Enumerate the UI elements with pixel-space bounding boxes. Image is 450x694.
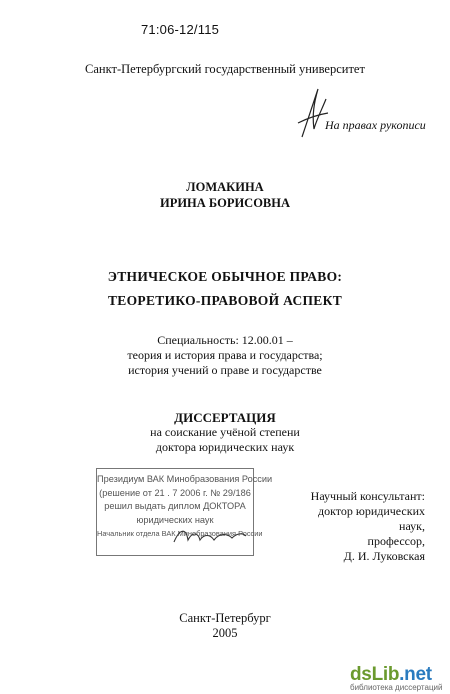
- site-watermark[interactable]: [350, 664, 450, 694]
- degree-line-1: на соискание учёной степени: [150, 425, 300, 439]
- advisor-label: Научный консультант:: [310, 489, 425, 503]
- advisor-degree: доктор юридических наук,: [317, 504, 425, 533]
- specialty-line-1: Специальность: 12.00.01 –: [157, 333, 293, 347]
- specialty-block: [0, 333, 450, 378]
- degree-line-2: доктора юридических наук: [155, 440, 295, 454]
- university-name: Санкт-Петербургский государственный университет: [85, 62, 365, 76]
- stamp-line-4: юридических наук: [136, 514, 214, 525]
- manuscript-note: На правах рукописи: [325, 118, 426, 132]
- title-line-2: ТЕОРЕТИКО-ПРАВОВОЙ АСПЕКТ: [108, 293, 342, 308]
- specialty-line-2: теория и история права и государства;: [127, 348, 323, 362]
- advisor-name: Д. И. Луковская: [343, 549, 425, 563]
- document-code: 71:06-12/115: [141, 22, 220, 37]
- stamp-line-1: Президиум ВАК Минобразования России: [97, 474, 273, 484]
- author-surname: ЛОМАКИНА: [186, 180, 264, 194]
- stamp-line-3: решил выдать диплом ДОКТОРА: [104, 501, 246, 511]
- year: 2005: [212, 626, 238, 640]
- advisor-block: [300, 489, 425, 564]
- site-tagline: библиотека диссертаций: [350, 683, 443, 692]
- city: Санкт-Петербург: [179, 611, 271, 625]
- author-block: [0, 179, 450, 211]
- title-line-1: ЭТНИЧЕСКОЕ ОБЫЧНОЕ ПРАВО:: [107, 269, 343, 284]
- stamp-line-5: Начальник отдела ВАК Минобразования России: [97, 529, 263, 538]
- stamp-signature: [170, 524, 250, 548]
- author-name: ИРИНА БОРИСОВНА: [159, 196, 291, 210]
- brand-left: dsLib: [350, 664, 400, 685]
- degree-block: [0, 425, 450, 455]
- place-year-block: [0, 611, 450, 641]
- dissertation-title: [0, 265, 450, 313]
- document-type: ДИССЕРТАЦИЯ: [174, 410, 276, 425]
- stamp-line-2: (решение от 21 . 7 2006 г. № 29/186: [99, 487, 251, 498]
- advisor-rank: профессор,: [367, 534, 425, 548]
- specialty-line-3: история учений о праве и государстве: [128, 363, 322, 377]
- brand-right: .net: [399, 664, 432, 685]
